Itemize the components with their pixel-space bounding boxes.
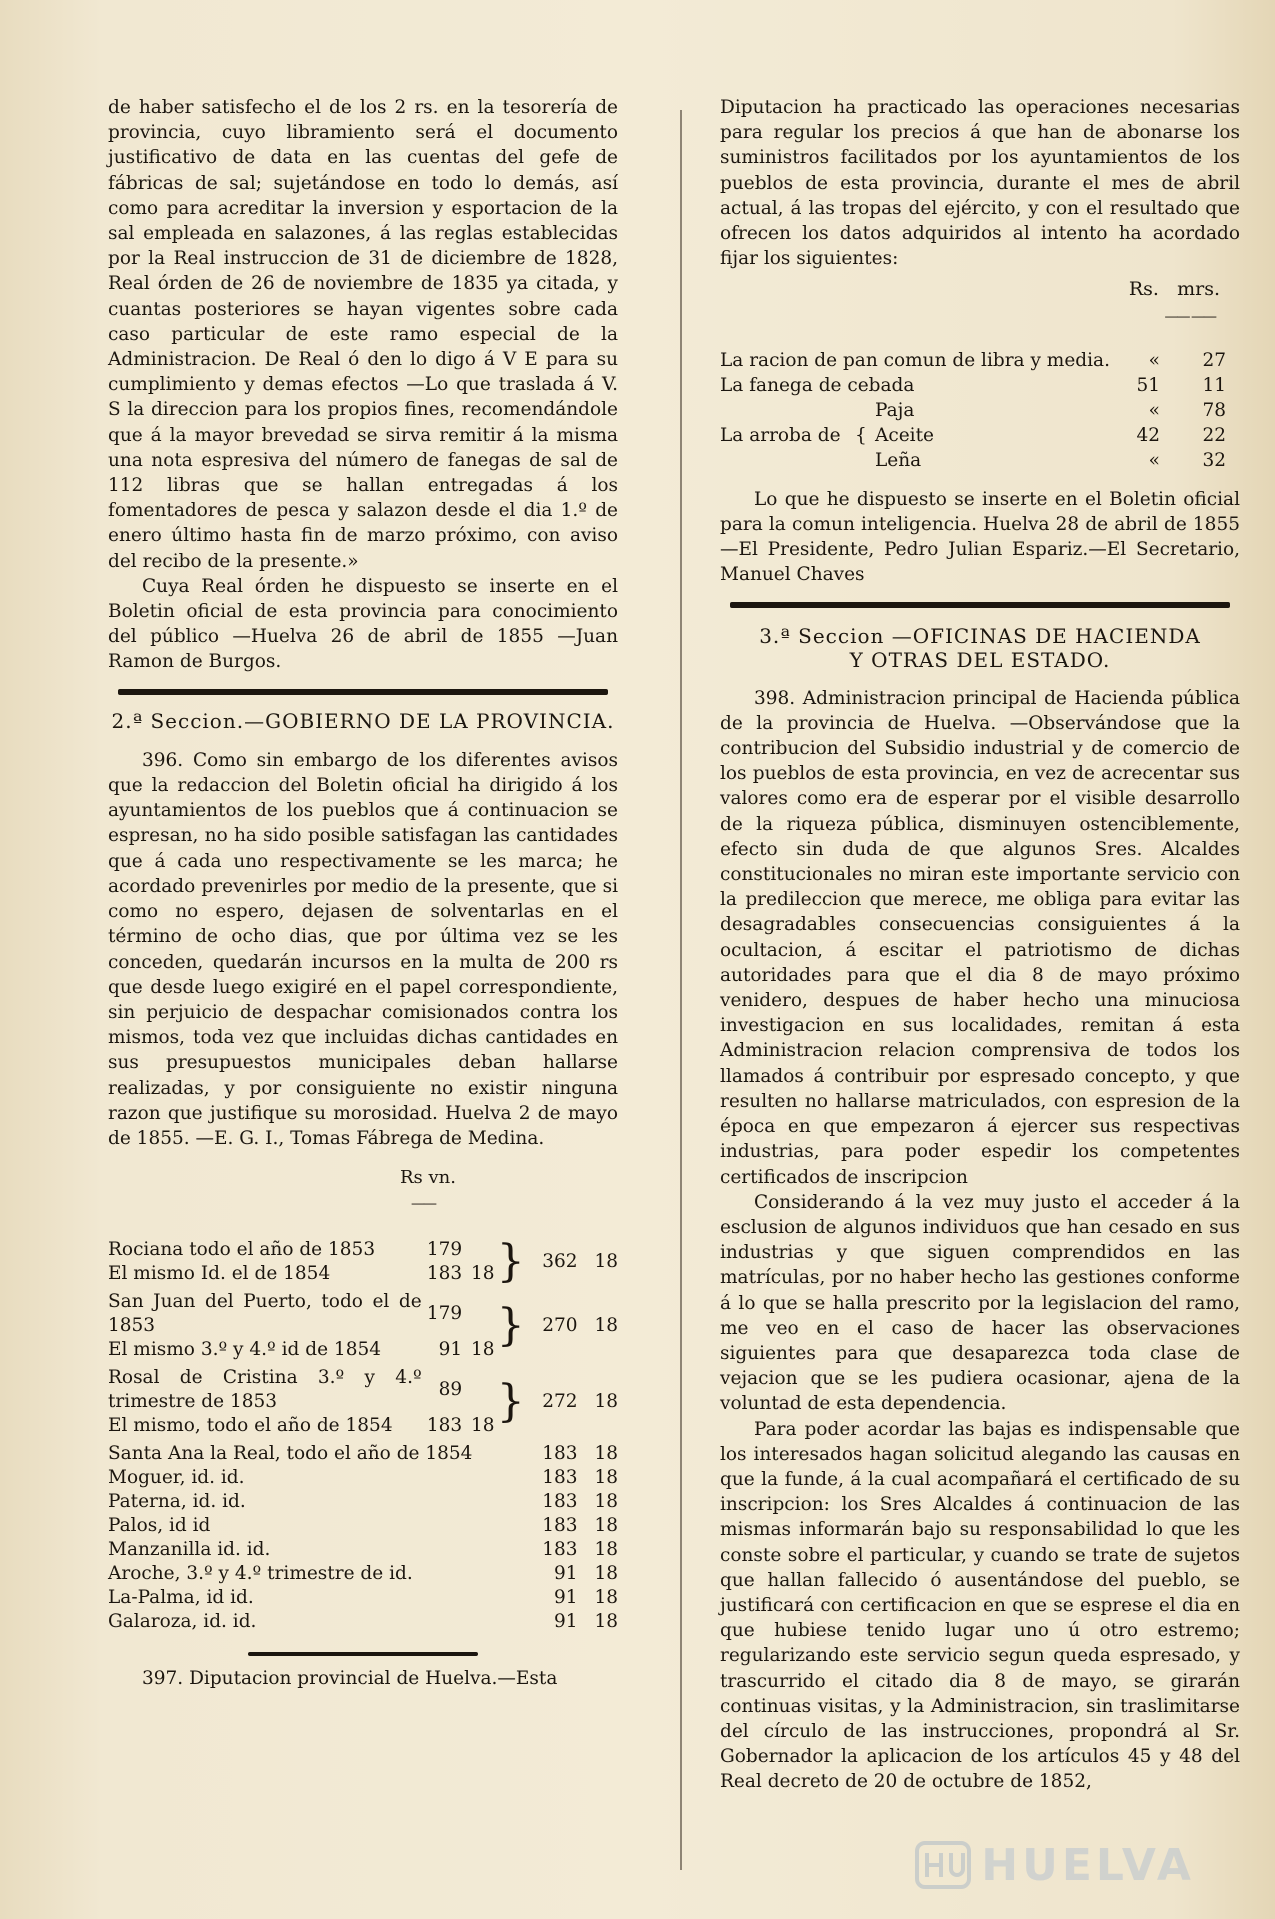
brace: } xyxy=(496,1235,525,1287)
table-row: Rociana todo el año de 1853 179 } 362 18 xyxy=(108,1235,618,1287)
table-row: Leña « 32 xyxy=(875,449,1226,471)
article-396: 396. Como sin embargo de los diferentes avisos que la redaccion del Boletin oficial ha dirigido á los ayuntamientos de los pueblos que á continuacion se espresan, no ha sido posible satisfagan las cantidades que á cada uno respectivamente se les marca; he acordado prevenirles por medio de la presente, que si como no espero, dejasen de solventarlas en el término de ocho dias, que por última vez se les conceden, quedarán incursos en la multa de 200 rs que desde luego exigiré en el papel correspondiente, sin perjuicio de despachar comisionados contra los mismos, toda vez que incluidas dichas cantidades en sus presupuestos municipales deban hallarse realizadas, y por consiguiente no existir ninguna razon que justifique su morosidad. Huelva 2 de mayo de 1855. —E. G. I., Tomas Fábrega de Medina. xyxy=(108,749,618,1149)
arroba-label: La arroba de xyxy=(720,424,841,446)
table-row: Galaroza, id. id. 91 18 xyxy=(108,1610,618,1632)
table-row: El mismo Id. el de 1854 183 18 xyxy=(108,1262,495,1284)
price-table-dashes: —— —— xyxy=(1164,308,1215,325)
section-rule xyxy=(118,689,608,695)
debts-table xyxy=(108,1235,618,1634)
table-row: Aroche, 3.º y 4.º trimestre de id. 91 18 xyxy=(108,1562,618,1584)
table-row: Rosal de Cristina 3.º y 4.º trimestre de 1853 89 } 272 18 xyxy=(108,1366,618,1414)
table-row: Manzanilla id. id. 183 18 xyxy=(108,1538,618,1560)
table-row: Aceite 42 22 xyxy=(875,424,1226,446)
left-paragraph-2: Cuya Real órden he dispuesto se inserte en el Boletin oficial de esta provincia para conocimiento del público —Huelva 26 de abril de 1855 —Juan Ramon de Burgos. xyxy=(108,575,618,673)
table-row: La-Palma, id id. 91 18 xyxy=(108,1586,618,1608)
col-mrs: mrs. xyxy=(1177,278,1220,301)
right-paragraph-2: Lo que he dispuesto se inserte en el Boletin oficial para la comun inteligencia. Huelva 28 de abril de 1855 —El Presidente, Pedro Julian Espariz.—El Secretario, Manuel Chaves xyxy=(720,488,1240,586)
table-row: Moguer, id. id. 183 18 xyxy=(108,1466,618,1488)
left-paragraph-1: de haber satisfecho el de los 2 rs. en la tesorería de provincia, cuyo libramiento será el documento justificativo de data en las cuentas del gefe de fábricas de sal; sujetándose en todo lo demás, así como para acreditar la inversion y esportacion de la sal empleada en salazones, á las reglas establecidas por la Real instruccion de 31 de diciembre de 1828, Real órden de 26 de noviembre de 1835 ya citada, y cuantas posteriores se hayan vigentes sobre cada caso particular de este ramo especial de la Administracion. De Real ó den lo digo á V E para su cumplimiento y demas efectos —Lo que traslada á V. S la direccion para los propios fines, recomendándole que á la mayor brevedad se sirva remitir á la misma una nota espresiva del número de fanegas de sal de 112 libras que se hallan entregadas á los fomentadores de pesca y salazon desde el dia 1.º de enero último hasta fin de marzo próximo, con aviso del recibo de la presente.» xyxy=(108,97,618,572)
section-3-title-line1: 3.ª Seccion —OFICINAS DE HACIENDA xyxy=(759,623,1201,648)
column-divider xyxy=(680,110,682,1870)
section-3-title xyxy=(720,624,1240,672)
table-row: Santa Ana la Real, todo el año de 1854 183 18 xyxy=(108,1442,618,1464)
price-table-header xyxy=(720,277,1240,302)
section-3-title-line2: Y OTRAS DEL ESTADO. xyxy=(849,647,1111,672)
article-rule xyxy=(248,1652,478,1656)
huelva-logo-icon xyxy=(911,1837,975,1893)
col-rs: Rs. xyxy=(1128,278,1159,301)
table-row: Paterna, id. id. 183 18 xyxy=(108,1490,618,1512)
price-table xyxy=(720,348,1240,473)
right-paragraph-1: Diputacion ha practicado las operaciones necesarias para regular los precios á que han de abonarse los suministros facilitados por los ayuntamientos de los pueblos de esta provincia, durante el mes de abril actual, á las tropas del ejército, y con el resultado que ofrecen los datos adquiridos al intento ha acordado fijar los siguientes: xyxy=(720,97,1240,270)
right-paragraph-3: Considerando á la vez muy justo el acceder á la esclusion de algunos individuos que han cesado en sus industrias y que siguen comprendidos en las matrículas, por no haber hecho las gestiones conforme á lo que se halla prescrito por la legislacion del ramo, me veo en el caso de hacer las observaciones siguientes para que desaparezca toda clase de vejacion que se les pudiera ocasionar, ajena de la voluntad de esta dependencia. xyxy=(720,1191,1240,1415)
huelva-watermark: HUELVA xyxy=(981,1840,1195,1891)
article-398: 398. Administracion principal de Hacienda pública de la provincia de Huelva. —Observándose que la contribucion del Subsidio industrial y de comercio de los pueblos de esta provincia, en vez de acrecentar sus valores como era de esperar por el visible desarrollo de la riqueza pública, disminuyen ostenciblemente, efecto sin duda de que algunos Sres. Alcaldes constitucionales no miran este importante servicio con la predileccion que merece, me obliga para evitar las desagradables consecuencias consiguientes á la ocultacion, á escitar el patriotismo de dichas autoridades para que el dia 8 de mayo próximo venidero, despues de haber hecho una minuciosa investigacion en sus localidades, remitan á esta Administracion relacion comprensiva de todos los llamados á contribuir por espresado concepto, y que resulten no hallarse matriculados, con espresion de la época en que empezaron á ejercer sus respectivas industrias, para poder espedir los competentes certificados de inscripcion xyxy=(720,687,1240,1188)
table-header-rs-vn: Rs vn. xyxy=(400,1167,456,1189)
table-row: Palos, id id 183 18 xyxy=(108,1514,618,1536)
table-row: La fanega de cebada 51 11 xyxy=(720,374,1226,396)
table-row: El mismo, todo el año de 1854 183 18 xyxy=(108,1414,495,1436)
section-rule xyxy=(730,602,1230,608)
brace: } xyxy=(496,1299,525,1351)
table-header-dashes: —— xyxy=(411,1196,435,1213)
right-paragraph-4: Para poder acordar las bajas es indispensable que los interesados hagan solicitud alegando las causas en que la funde, á la cual acompañará el certificado de su inscripcion: los Sres Alcaldes á continuacion de las mismas informarán bajo su responsabilidad lo que les conste sobre el particular, y cuando se trate de sujetos que hallan fallecido ó ausentándose del pueblo, se justificará con certificacion en que se esprese el dia en que hubiese tenido lugar uno ú otro estremo; regularizando este servicio segun queda espresado, y trascurrido el citado dia 8 de mayo, se girarán continuas visitas, y la Administracion, sin traslimitarse del círculo de las instrucciones, propondrá al Sr. Gobernador la aplicacion de los artículos 45 y 48 del Real decreto de 20 de octubre de 1852, xyxy=(720,1418,1240,1793)
brace: { xyxy=(855,424,867,446)
table-row: La arroba de { Paja « 78 xyxy=(720,398,1240,423)
article-397-start: 397. Diputacion provincial de Huelva.—Esta xyxy=(142,1667,558,1689)
section-2-title: 2.ª Seccion.—GOBIERNO DE LA PROVINCIA. xyxy=(111,708,615,733)
brace: } xyxy=(496,1375,525,1427)
left-column xyxy=(108,95,618,1691)
table-row: El mismo 3.º y 4.º id de 1854 91 18 xyxy=(108,1338,495,1360)
table-row: La racion de pan comun de libra y media. « 27 xyxy=(720,349,1226,371)
right-column xyxy=(720,95,1240,1795)
table-row: San Juan del Puerto, todo el de 1853 179 } 270 18 xyxy=(108,1290,618,1338)
